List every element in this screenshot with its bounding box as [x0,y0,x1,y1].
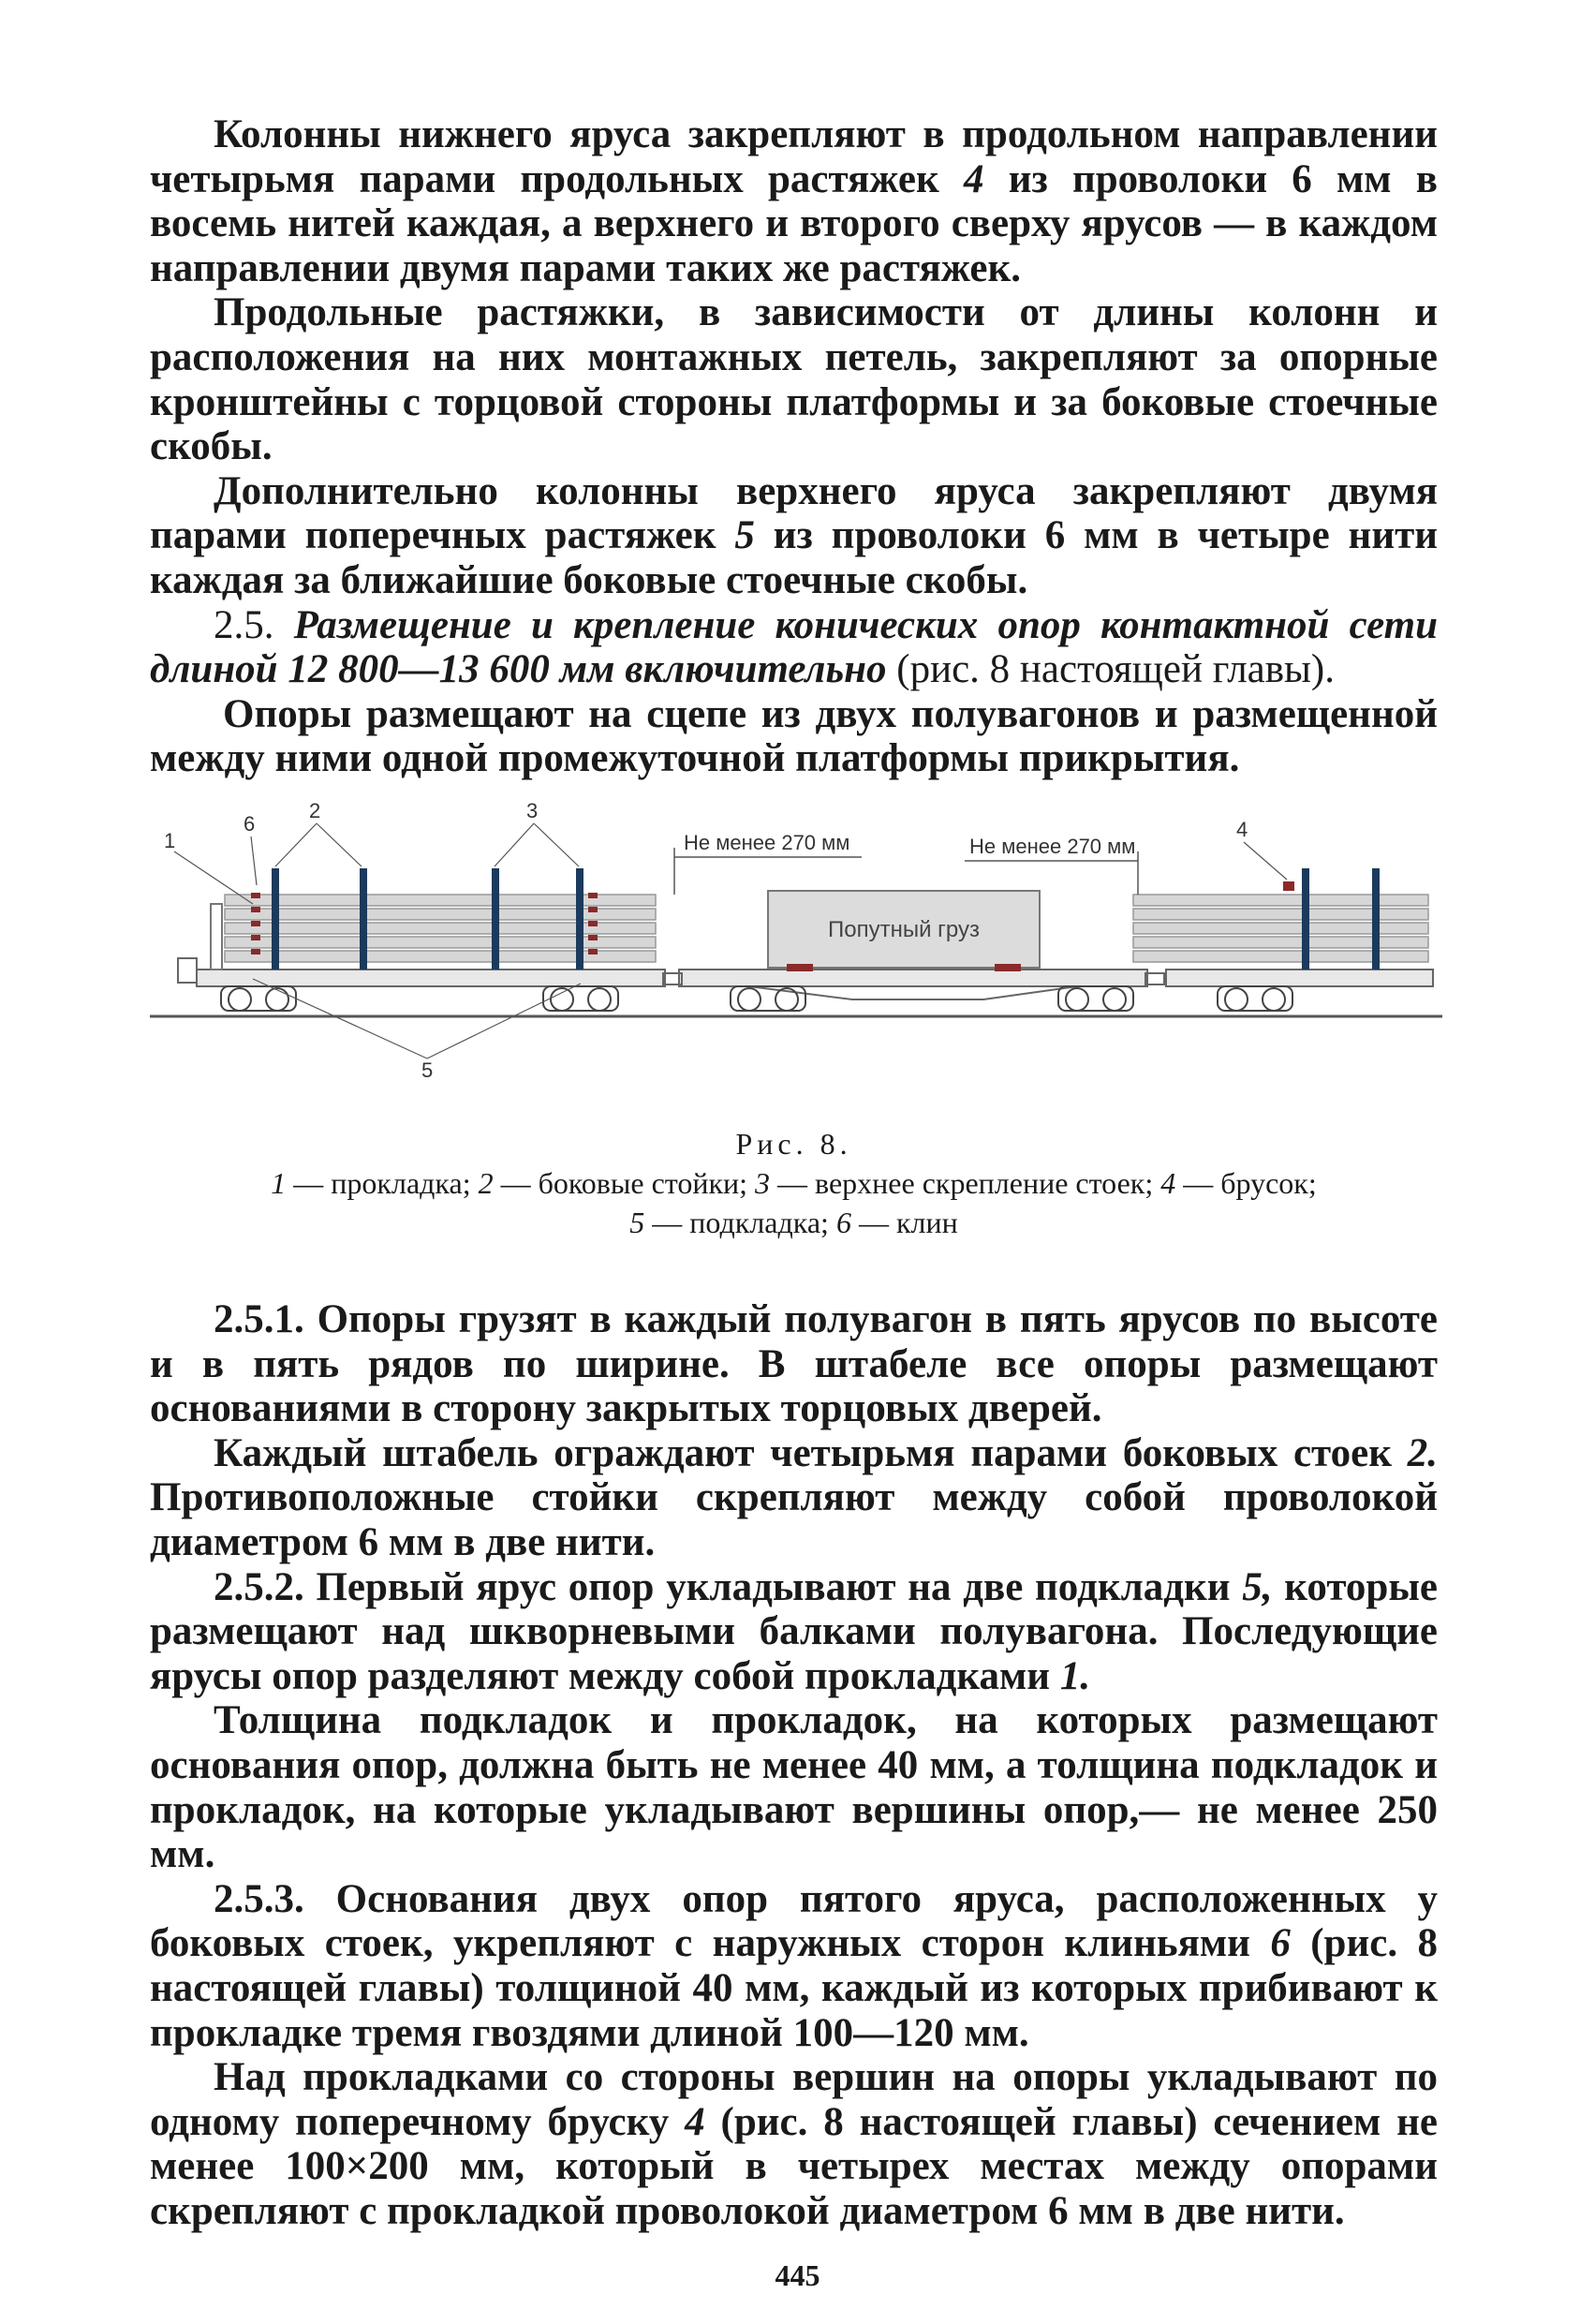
caption-title: Рис. 8. [735,1127,852,1161]
paragraph: 2.5.3. Основания двух опор пятого яруса, расположенных у боковых стоек, укрепляют с наружных сторон клиньями 6 (рис. 8 настоящей главы) толщиной 40 мм, каждый из которых прибивают к прокладке тремя гвоздями длиной 100—120 мм. [150,1876,1438,2055]
callout-6: 6 [244,812,256,836]
section-heading: 2.5. Размещение и крепление конических опор контактной сети длиной 12 800—13 600 мм включительно (рис. 8 настоящей главы). [150,602,1439,692]
paragraph: Колонны нижнего яруса закрепляют в продольном направлении четырьмя парами продольных растяжек 4 из проволоки 6 мм в восемь нитей каждая, а верхнего и второго сверху ярусов — в каждом направлении двумя парами таких же растяжек. [150,112,1439,290]
text-block-top [150,112,1438,781]
right-wagon-floor [1166,970,1433,986]
paragraph: Продольные растяжки, в зависимости от длины колонн и расположения на них монтажных петель, закрепляют за опорные кронштейны с торцовой стороны платформы и за боковые стоечные скобы. [150,290,1438,469]
dimension-label-1: Не менее 270 мм [684,831,850,854]
page-number: 445 [775,2258,820,2292]
figure-railcar-loading [140,792,1452,1101]
text-block-bottom [150,1297,1438,2233]
figure-caption [150,1124,1438,1242]
paragraph: 2.5.2. Первый ярус опор укладывают на две подкладки 5, которые размещают над шкворневыми балками полувагона. Последующие ярусы опор разделяют между собой прокладками 1. [150,1564,1438,1698]
paragraph: Толщина подкладок и прокладок, на которых размещают основания опор, должна быть не менее 40 мм, а толщина подкладок и прокладок, на которые укладывают вершины опор,— не менее 250 мм. [150,1698,1438,1877]
paragraph: 2.5.1. Опоры грузят в каждый полувагон в пять ярусов по высоте и в пять рядов по ширине. В штабеле все опоры размещают основаниями в сторону закрытых торцовых дверей. [150,1297,1438,1431]
paragraph: Дополнительно колонны верхнего яруса закрепляют двумя парами поперечных растяжек 5 из проволоки 6 мм в четыре нити каждая за ближайшие боковые стоечные скобы. [150,468,1439,602]
callout-1: 1 [164,829,176,852]
callout-2: 2 [309,799,321,822]
paragraph: Опоры размещают на сцепе из двух полувагонов и размещенной между ними одной промежуточной платформы прикрытия. [150,691,1438,781]
middle-platform-floor [679,970,1147,986]
paragraph: Над прокладками со стороны вершин на опоры укладывают по одному поперечному бруску 4 (рис. 8 настоящей главы) сечением не менее 100×200 мм, который в четырех местах между опорами скрепляют с прокладкой проволокой диаметром 6 мм в две нити. [150,2055,1438,2233]
caption-legend-line-2: 5 — подкладка; 6 — клин [629,1206,958,1239]
right-pole-stack [1133,895,1428,962]
left-coupler [178,958,197,983]
dimension-label-2: Не менее 270 мм [969,835,1136,858]
right-bogies [1218,986,1292,1011]
callout-3: 3 [526,799,539,822]
cargo-support-right [995,964,1021,971]
crossbar-block [1283,881,1294,891]
callout-4: 4 [1236,818,1248,841]
paragraph: Каждый штабель ограждают четырьмя парами боковых стоек 2. Противоположные стойки скрепляют между собой проволокой диаметром 6 мм в две нити. [150,1430,1439,1564]
callout-5: 5 [421,1058,434,1082]
caption-legend-line-1: 1 — прокладка; 2 — боковые стойки; 3 — верхнее скрепление стоек; 4 — брусок; [271,1166,1317,1200]
railcar-diagram [140,792,1452,1101]
cargo-support-left [787,964,813,971]
cargo-label: Попутный груз [828,917,980,942]
left-wagon-end-wall [211,904,222,970]
left-wagon-bogies [221,986,618,1011]
left-wagon-floor [197,970,665,986]
